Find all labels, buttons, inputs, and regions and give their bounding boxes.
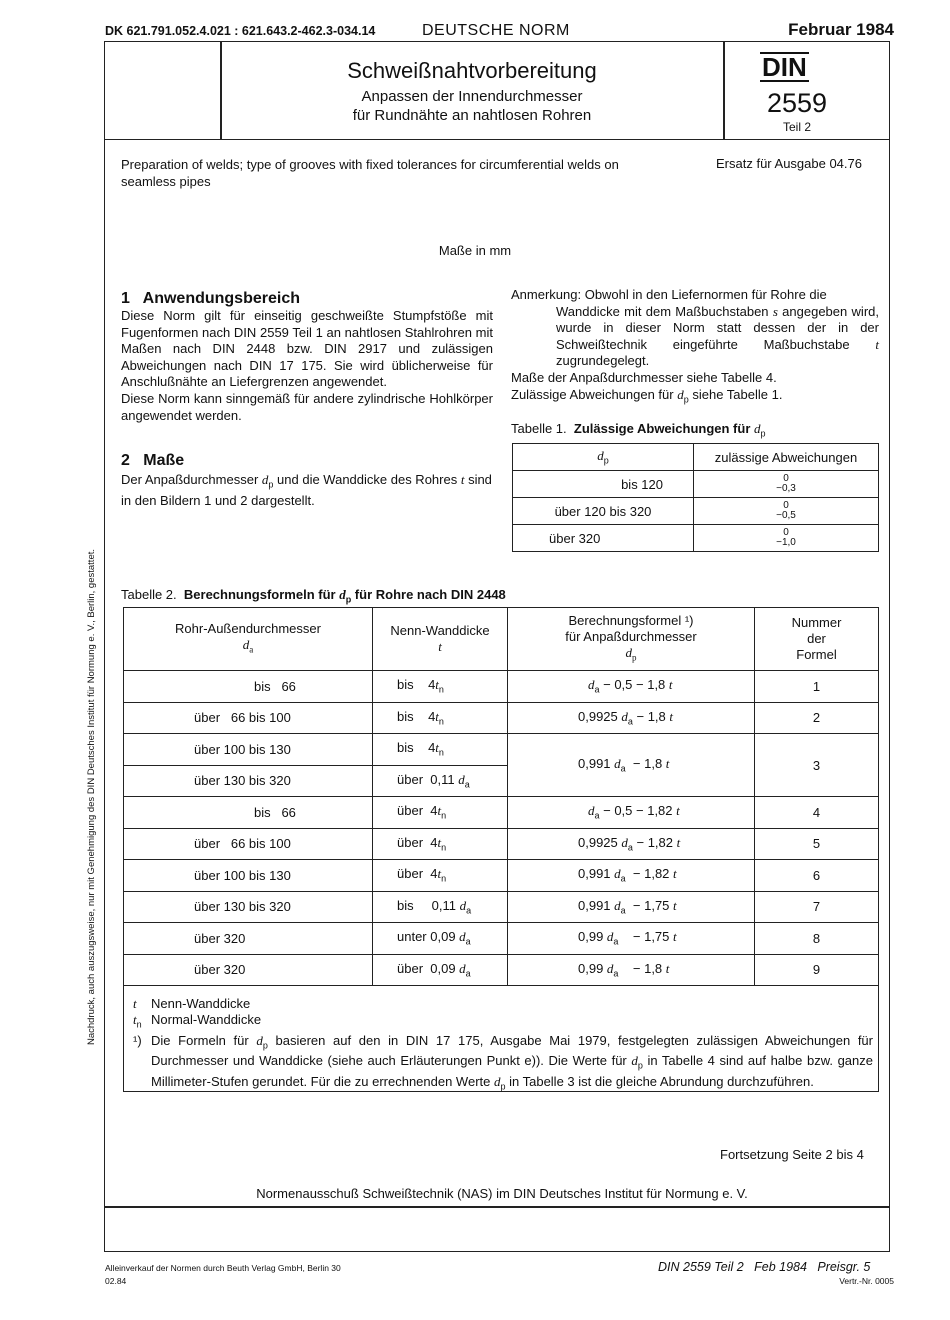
formula-number-cell: 3 — [755, 734, 879, 797]
din-logo: DIN — [762, 52, 807, 82]
din-number: 2559 — [766, 88, 828, 118]
table-header-cell: Berechnungsformel ¹) für Anpaßdurchmesser $d_p$ — [508, 608, 755, 671]
formula-cell: 0,9925 $d_a - 1,8$ t — [508, 702, 755, 734]
committee-note: Normenausschuß Schweißtechnik (NAS) im DIN Deutsches Institut für Normung e. V. — [256, 1186, 748, 1201]
outer-diameter-cell: über 100 bis 130 — [124, 860, 373, 892]
english-title: Preparation of welds; type of grooves with fixed tolerances for circumferential welds on seamless pipes — [121, 157, 619, 189]
dimensions-reference: Maße der Anpaßdurchmesser siehe Tabelle 4. — [511, 370, 777, 385]
outer-diameter-cell: über 320 — [124, 954, 373, 986]
table-row — [124, 860, 879, 892]
formula-number-cell: 5 — [755, 828, 879, 860]
document-subtitle: für Rundnähte an nahtlosen Rohren — [352, 107, 592, 124]
footnote: $t_n$ Normal-Wanddicke — [133, 1012, 262, 1030]
table-header-cell: Nummer der Formel — [755, 608, 879, 671]
formula-cell: $d_a - 0,5 - 1,8$ t — [508, 671, 755, 703]
section-paragraph: Der Anpaßdurchmesser $d_p$ und die Wanddicke des Rohres t sind in den Bildern 1 und 2 dargestellt. — [121, 472, 492, 509]
title-divider — [723, 41, 725, 140]
document-title: Schweißnahtvorbereitung — [347, 58, 597, 83]
formula-number-cell: 7 — [755, 891, 879, 923]
table1-caption: Tabelle 1. Zulässige Abweichungen für $d_p$ — [511, 421, 766, 439]
wall-thickness-cell: bis $4t_n$ — [373, 671, 508, 703]
table-cell: über 320 — [513, 525, 694, 552]
table-header-cell: zulässige Abweichungen — [694, 444, 879, 471]
table-cell: bis 120 — [513, 471, 694, 498]
footer-reference: DIN 2559 Teil 2 Feb 1984 Preisgr. 5 — [658, 1260, 871, 1274]
table-row — [124, 734, 879, 766]
replaces-note: Ersatz für Ausgabe 04.76 — [716, 156, 862, 171]
table-row — [124, 923, 879, 955]
issue-date: Februar 1984 — [788, 20, 894, 39]
norm-type: DEUTSCHE NORM — [422, 22, 570, 39]
continuation-note: Fortsetzung Seite 2 bis 4 — [720, 1147, 864, 1162]
formula-cell: 0,99 $d_a$ − 1,75 t — [508, 923, 755, 955]
wall-thickness-cell: über 0,09 $d_a$ — [373, 954, 508, 986]
table-header-cell: Nenn-Wanddicke t — [373, 608, 508, 671]
wall-thickness-cell: bis 0,11 $d_a$ — [373, 891, 508, 923]
remark-note: Anmerkung: Obwohl in den Liefernormen für Rohre die Wanddicke mit dem Maßbuchstaben s angegeben wird, wurde in dieser Norm statt dessen der in der Schweißtechnik eingeführte Maßbuchstabe t zugrundegelegt. — [511, 287, 879, 368]
din-part: Teil 2 — [782, 120, 811, 134]
formula-number-cell: 6 — [755, 860, 879, 892]
table-row — [513, 525, 879, 552]
table-footnotes — [133, 996, 873, 1094]
table-header-row — [124, 608, 879, 671]
dimensions-note: Maße in mm — [438, 243, 512, 258]
outer-diameter-cell: über 320 — [124, 923, 373, 955]
tolerance-cell: 0 −1,0 — [694, 525, 879, 552]
footnote: t Nenn-Wanddicke — [133, 996, 251, 1011]
distribution-number: Vertr.-Nr. 0005 — [839, 1276, 894, 1286]
outer-diameter-cell: über 66 bis 100 — [124, 828, 373, 860]
table-header-cell: $d_p$ — [513, 444, 694, 471]
outer-diameter-cell: bis 66 — [124, 797, 373, 829]
wall-thickness-cell: über $4t_n$ — [373, 797, 508, 829]
formula-number-cell: 4 — [755, 797, 879, 829]
formula-cell: 0,99 $d_a$ − 1,8 t — [508, 954, 755, 986]
table-row — [124, 891, 879, 923]
tolerance-cell: 0 −0,3 — [694, 471, 879, 498]
document-subtitle: Anpassen der Innendurchmesser — [361, 88, 583, 105]
table2-caption: Tabelle 2. Berechnungsformeln für $d_p$ für Rohre nach DIN 2448 — [121, 587, 506, 605]
outer-diameter-cell: bis 66 — [124, 671, 373, 703]
bottom-divider — [104, 1206, 890, 1208]
table1 — [512, 443, 879, 552]
date-code: 02.84 — [105, 1276, 127, 1286]
table-header-cell: Rohr-Außendurchmesser $d_a$ — [124, 608, 373, 671]
table-cell: über 120 bis 320 — [513, 498, 694, 525]
outer-diameter-cell: über 66 bis 100 — [124, 702, 373, 734]
table2 — [123, 607, 879, 986]
table-row — [513, 471, 879, 498]
formula-cell: 0,991 $d_a - 1,75$ t — [508, 891, 755, 923]
formula-number-cell: 9 — [755, 954, 879, 986]
wall-thickness-cell: unter 0,09 $d_a$ — [373, 923, 508, 955]
table-row — [124, 702, 879, 734]
formula-cell: 0,991 $d_a - 1,82$ t — [508, 860, 755, 892]
table-row — [124, 828, 879, 860]
sale-notice: Alleinverkauf der Normen durch Beuth Verlag GmbH, Berlin 30 — [105, 1263, 341, 1273]
classification-code: DK 621.791.052.4.021 : 621.643.2-462.3-034.14 — [105, 24, 376, 38]
table-row — [513, 498, 879, 525]
table-row — [124, 797, 879, 829]
tolerance-cell: 0 −0,5 — [694, 498, 879, 525]
section-heading: 2 Maße — [121, 452, 185, 469]
formula-number-cell: 1 — [755, 671, 879, 703]
reprint-notice: Nachdruck, auch auszugsweise, nur mit Genehmigung des DIN Deutsches Institut für Normung e. V., Berlin, gestattet. — [86, 548, 97, 1045]
wall-thickness-cell: über $4t_n$ — [373, 828, 508, 860]
wall-thickness-cell: bis $4t_n$ — [373, 734, 508, 766]
outer-diameter-cell: über 130 bis 320 — [124, 891, 373, 923]
table-row — [124, 954, 879, 986]
outer-diameter-cell: über 130 bis 320 — [124, 765, 373, 797]
formula-number-cell: 8 — [755, 923, 879, 955]
outer-diameter-cell: über 100 bis 130 — [124, 734, 373, 766]
wall-thickness-cell: über 0,11 $d_a$ — [373, 765, 508, 797]
table-header-row — [513, 444, 879, 471]
section-paragraph: Diese Norm kann sinngemäß für andere zylindrische Hohlkörper angewendet werden. — [121, 391, 493, 423]
formula-cell: $d_a - 0,5 - 1,82$ t — [508, 797, 755, 829]
section-heading: 1 Anwendungsbereich — [121, 290, 300, 307]
formula-cell: 0,991 $d_a - 1,8$ t — [508, 734, 755, 797]
footnote: ¹) Die Formeln für $d_p$ basieren auf den in DIN 17 175, Ausgabe Mai 1979, festgelegten zulässigen Abweichungen für Durchmesser und Wanddicke (siehe auch Erläuterungen Punkt e)). Die Werte für $d_p$ in Tabelle 4 sind auf halbe bzw. ganze Millimeter-Stufen gerundet. Für die zu errechnenden Werte $d_p$ in Tabelle 3 ist die gleiche Abrundung durchzuführen. — [133, 1032, 873, 1092]
wall-thickness-cell: über $4t_n$ — [373, 860, 508, 892]
table-row — [124, 671, 879, 703]
formula-cell: 0,9925 $d_a - 1,82$ t — [508, 828, 755, 860]
wall-thickness-cell: bis $4t_n$ — [373, 702, 508, 734]
section-paragraph: Diese Norm gilt für einseitig geschweißte Stumpfstöße mit Fugenformen nach DIN 2559 Teil 1 an nahtlosen Stahlrohren mit Maßen nach DIN 2448 bzw. DIN 2917 und zulässigen Abweichungen nach DIN 17 175. Sie wird üblicherweise für Anschlußnähte an Liefergrenzen angewendet. — [121, 308, 493, 389]
formula-number-cell: 2 — [755, 702, 879, 734]
deviation-reference: Zulässige Abweichungen für $d_p$ siehe Tabelle 1. — [511, 387, 783, 405]
